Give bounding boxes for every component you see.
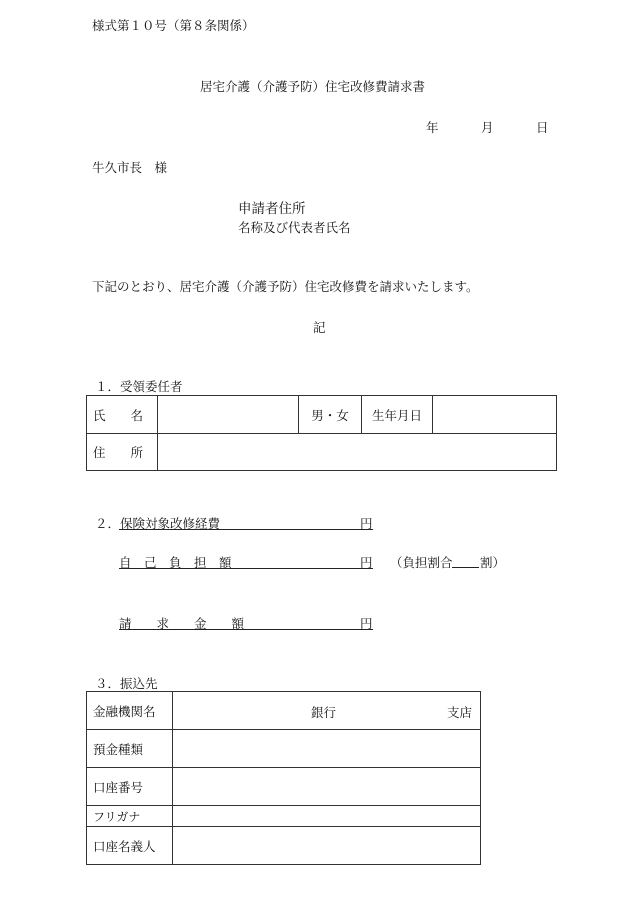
self-pay-label: 自 己 負 担 額 [119,555,232,570]
ki-mark: 記 [313,320,326,335]
date-month: 月 [481,120,494,135]
addressee: 牛久市長 様 [92,160,168,175]
insured-cost-yen: 円 [360,516,373,531]
name-field[interactable] [158,396,299,434]
self-pay-line[interactable] [119,552,373,569]
birth-date-label: 生年月日 [362,396,433,434]
address-label: 住 所 [87,434,158,471]
form-title: 居宅介護（介護予防）住宅改修費請求書 [200,79,426,94]
account-number-label: 口座番号 [87,768,173,806]
claim-amount-label: 請 求 金 額 [119,616,245,631]
account-name-field[interactable] [173,827,481,865]
bank-suffix: 銀行 [311,705,337,720]
applicant-name-label: 名称及び代表者氏名 [238,220,351,235]
account-name-label: 口座名義人 [87,827,173,865]
bank-name-label: 金融機関名 [87,692,173,730]
section1-heading: １．受領委任者 [95,379,183,394]
insured-cost-label: ２．保険対象改修経費 [95,516,221,531]
form-number: 様式第１０号（第８条関係） [92,18,255,33]
name-label: 氏 名 [87,396,158,434]
bank-name-field[interactable] [173,692,481,730]
ratio-close: 割） [480,555,506,570]
date-day: 日 [536,120,549,135]
date-year: 年 [426,120,439,135]
deposit-type-field[interactable] [173,730,481,768]
deposit-type-label: 預金種類 [87,730,173,768]
gender-label[interactable]: 男・女 [299,396,362,434]
birth-date-field[interactable] [433,396,557,434]
recipient-table [86,395,557,471]
claim-amount-line[interactable] [119,613,373,630]
account-number-field[interactable] [173,768,481,806]
applicant-address-label: 申請者住所 [238,201,306,217]
address-field[interactable] [158,434,557,471]
ratio-blank[interactable] [452,553,479,568]
ratio-open: （負担割合 [390,555,453,570]
self-pay-yen: 円 [360,555,373,570]
branch-suffix: 支店 [446,705,472,720]
intro-text: 下記のとおり、居宅介護（介護予防）住宅改修費を請求いたします。 [92,279,479,294]
bank-table [86,691,481,865]
furigana-field[interactable] [173,806,481,827]
claim-amount-yen: 円 [360,616,373,631]
section3-heading: ３．振込先 [95,676,158,691]
furigana-label: フリガナ [87,806,173,827]
insured-cost-line[interactable] [119,513,373,530]
